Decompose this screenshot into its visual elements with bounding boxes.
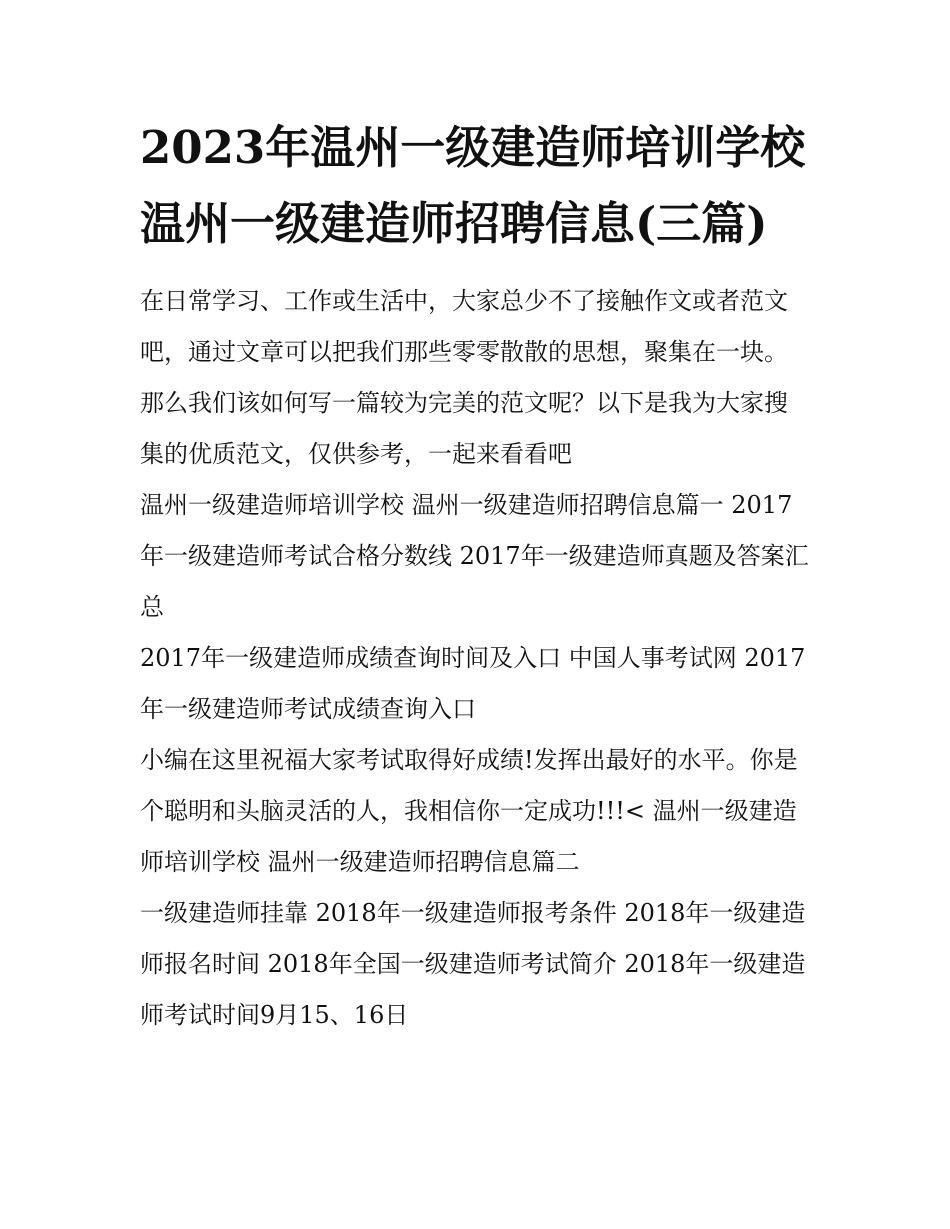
document-page — [140, 110, 810, 1041]
exam-info-paragraph: 一级建造师挂靠 2018年一级建造师报考条件 2018年一级建造师报名时间 2018年全国一级建造师考试简介 2018年一级建造师考试时间9月15、16日 — [140, 899, 806, 1029]
blessing-paragraph: 小编在这里祝福大家考试取得好成绩!发挥出最好的水平。你是个聪明和头脑灵活的人，我相信你一定成功!!!< 温州一级建造师培训学校 温州一级建造师招聘信息篇二 — [140, 746, 798, 876]
document-title: 2023年温州一级建造师培训学校 温州一级建造师招聘信息(三篇) — [140, 121, 806, 250]
score-query-paragraph: 2017年一级建造师成绩查询时间及入口 中国人事考试网 2017年一级建造师考试成绩查询入口 — [140, 644, 806, 723]
intro-paragraph: 在日常学习、工作或生活中，大家总少不了接触作文或者范文吧，通过文章可以把我们那些零零散散的思想，聚集在一块。那么我们该如何写一篇较为完美的范文呢？以下是我为大家搜集的优质范文，仅供参考，一起来看看吧 — [140, 287, 788, 468]
section-one-heading-paragraph: 温州一级建造师培训学校 温州一级建造师招聘信息篇一 2017年一级建造师考试合格分数线 2017年一级建造师真题及答案汇总 — [140, 491, 809, 621]
